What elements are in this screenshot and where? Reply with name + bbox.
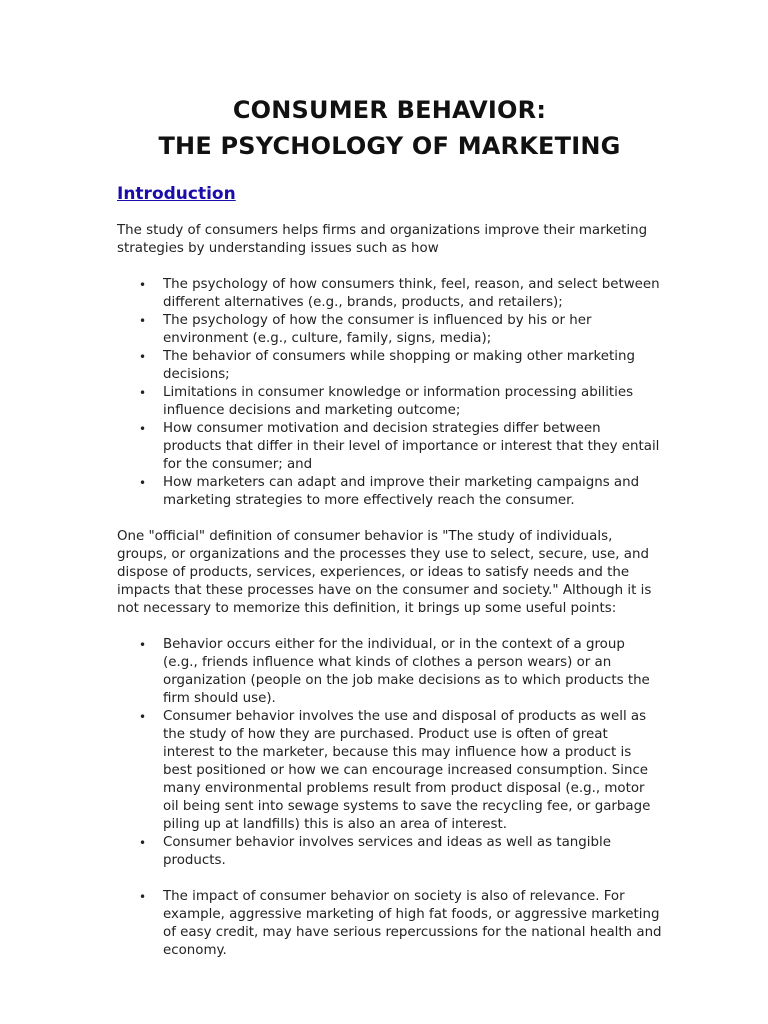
- bullet-icon: •: [139, 476, 147, 490]
- list-item: [117, 420, 662, 474]
- list-item-text: How consumer motivation and decision strategies differ between products that differ in their level of importance or interest that they entail for the consumer; and: [163, 421, 660, 472]
- list-item: [117, 348, 662, 384]
- bullet-icon: •: [139, 890, 147, 904]
- list-item-text: The behavior of consumers while shopping or making other marketing decisions;: [163, 349, 635, 382]
- section-heading: [117, 182, 662, 206]
- bullet-icon: •: [139, 710, 147, 724]
- list-item: [117, 312, 662, 348]
- bullet-icon: •: [139, 386, 147, 400]
- list-item: [117, 276, 662, 312]
- document-page: [117, 92, 662, 960]
- list-item-text: Consumer behavior involves services and ideas as well as tangible products.: [163, 835, 611, 868]
- bullet-icon: •: [139, 422, 147, 436]
- list-item-text: Behavior occurs either for the individual, or in the context of a group (e.g., friends influence what kinds of clothes a person wears) or an organization (people on the job make decisions as to which products the firm should use).: [163, 637, 650, 706]
- intro-paragraph: The study of consumers helps firms and organizations improve their marketing strategies by understanding issues such as how: [117, 223, 648, 256]
- title-line-1: CONSUMER BEHAVIOR:: [232, 96, 547, 124]
- points-list: [117, 636, 662, 960]
- page-title: [117, 92, 662, 164]
- list-item-text: The psychology of how the consumer is influenced by his or her environment (e.g., culture, family, signs, media);: [163, 313, 592, 346]
- list-item-text: The impact of consumer behavior on society is also of relevance. For example, aggressive marketing of high fat foods, or aggressive marketing of easy credit, may have serious repercussions for the national health and economy.: [163, 889, 662, 958]
- bullet-icon: •: [139, 278, 147, 292]
- bullet-icon: •: [139, 836, 147, 850]
- introduction-link[interactable]: Introduction: [117, 184, 236, 204]
- list-item-text: How marketers can adapt and improve their marketing campaigns and marketing strategies to more effectively reach the consumer.: [163, 475, 640, 508]
- bullet-icon: •: [139, 350, 147, 364]
- list-item-text: Limitations in consumer knowledge or information processing abilities influence decisions and marketing outcome;: [163, 385, 634, 418]
- bullet-icon: •: [139, 638, 147, 652]
- title-line-2: THE PSYCHOLOGY OF MARKETING: [158, 132, 621, 160]
- list-item: [117, 636, 662, 708]
- list-item: [117, 708, 662, 834]
- list-item: [117, 888, 662, 960]
- bullet-icon: •: [139, 314, 147, 328]
- list-item: [117, 474, 662, 510]
- issues-list: [117, 276, 662, 510]
- definition-paragraph: One "official" definition of consumer behavior is "The study of individuals, groups, or organizations and the processes they use to select, secure, use, and dispose of products, services, experiences, or ideas to satisfy needs and the impacts that these processes have on the consumer and society." Although it is not necessary to memorize this definition, it brings up some useful points:: [117, 529, 652, 616]
- list-item: [117, 384, 662, 420]
- list-item-text: Consumer behavior involves the use and disposal of products as well as the study of how they are purchased. Product use is often of great interest to the marketer, because this may influence how a product is best positioned or how we can encourage increased consumption. Since many environmental problems result from product disposal (e.g., motor oil being sent into sewage systems to save the recycling fee, or garbage piling up at landfills) this is also an area of interest.: [163, 709, 651, 832]
- list-item: [117, 834, 662, 870]
- list-item-text: The psychology of how consumers think, feel, reason, and select between different alternatives (e.g., brands, products, and retailers);: [163, 277, 660, 310]
